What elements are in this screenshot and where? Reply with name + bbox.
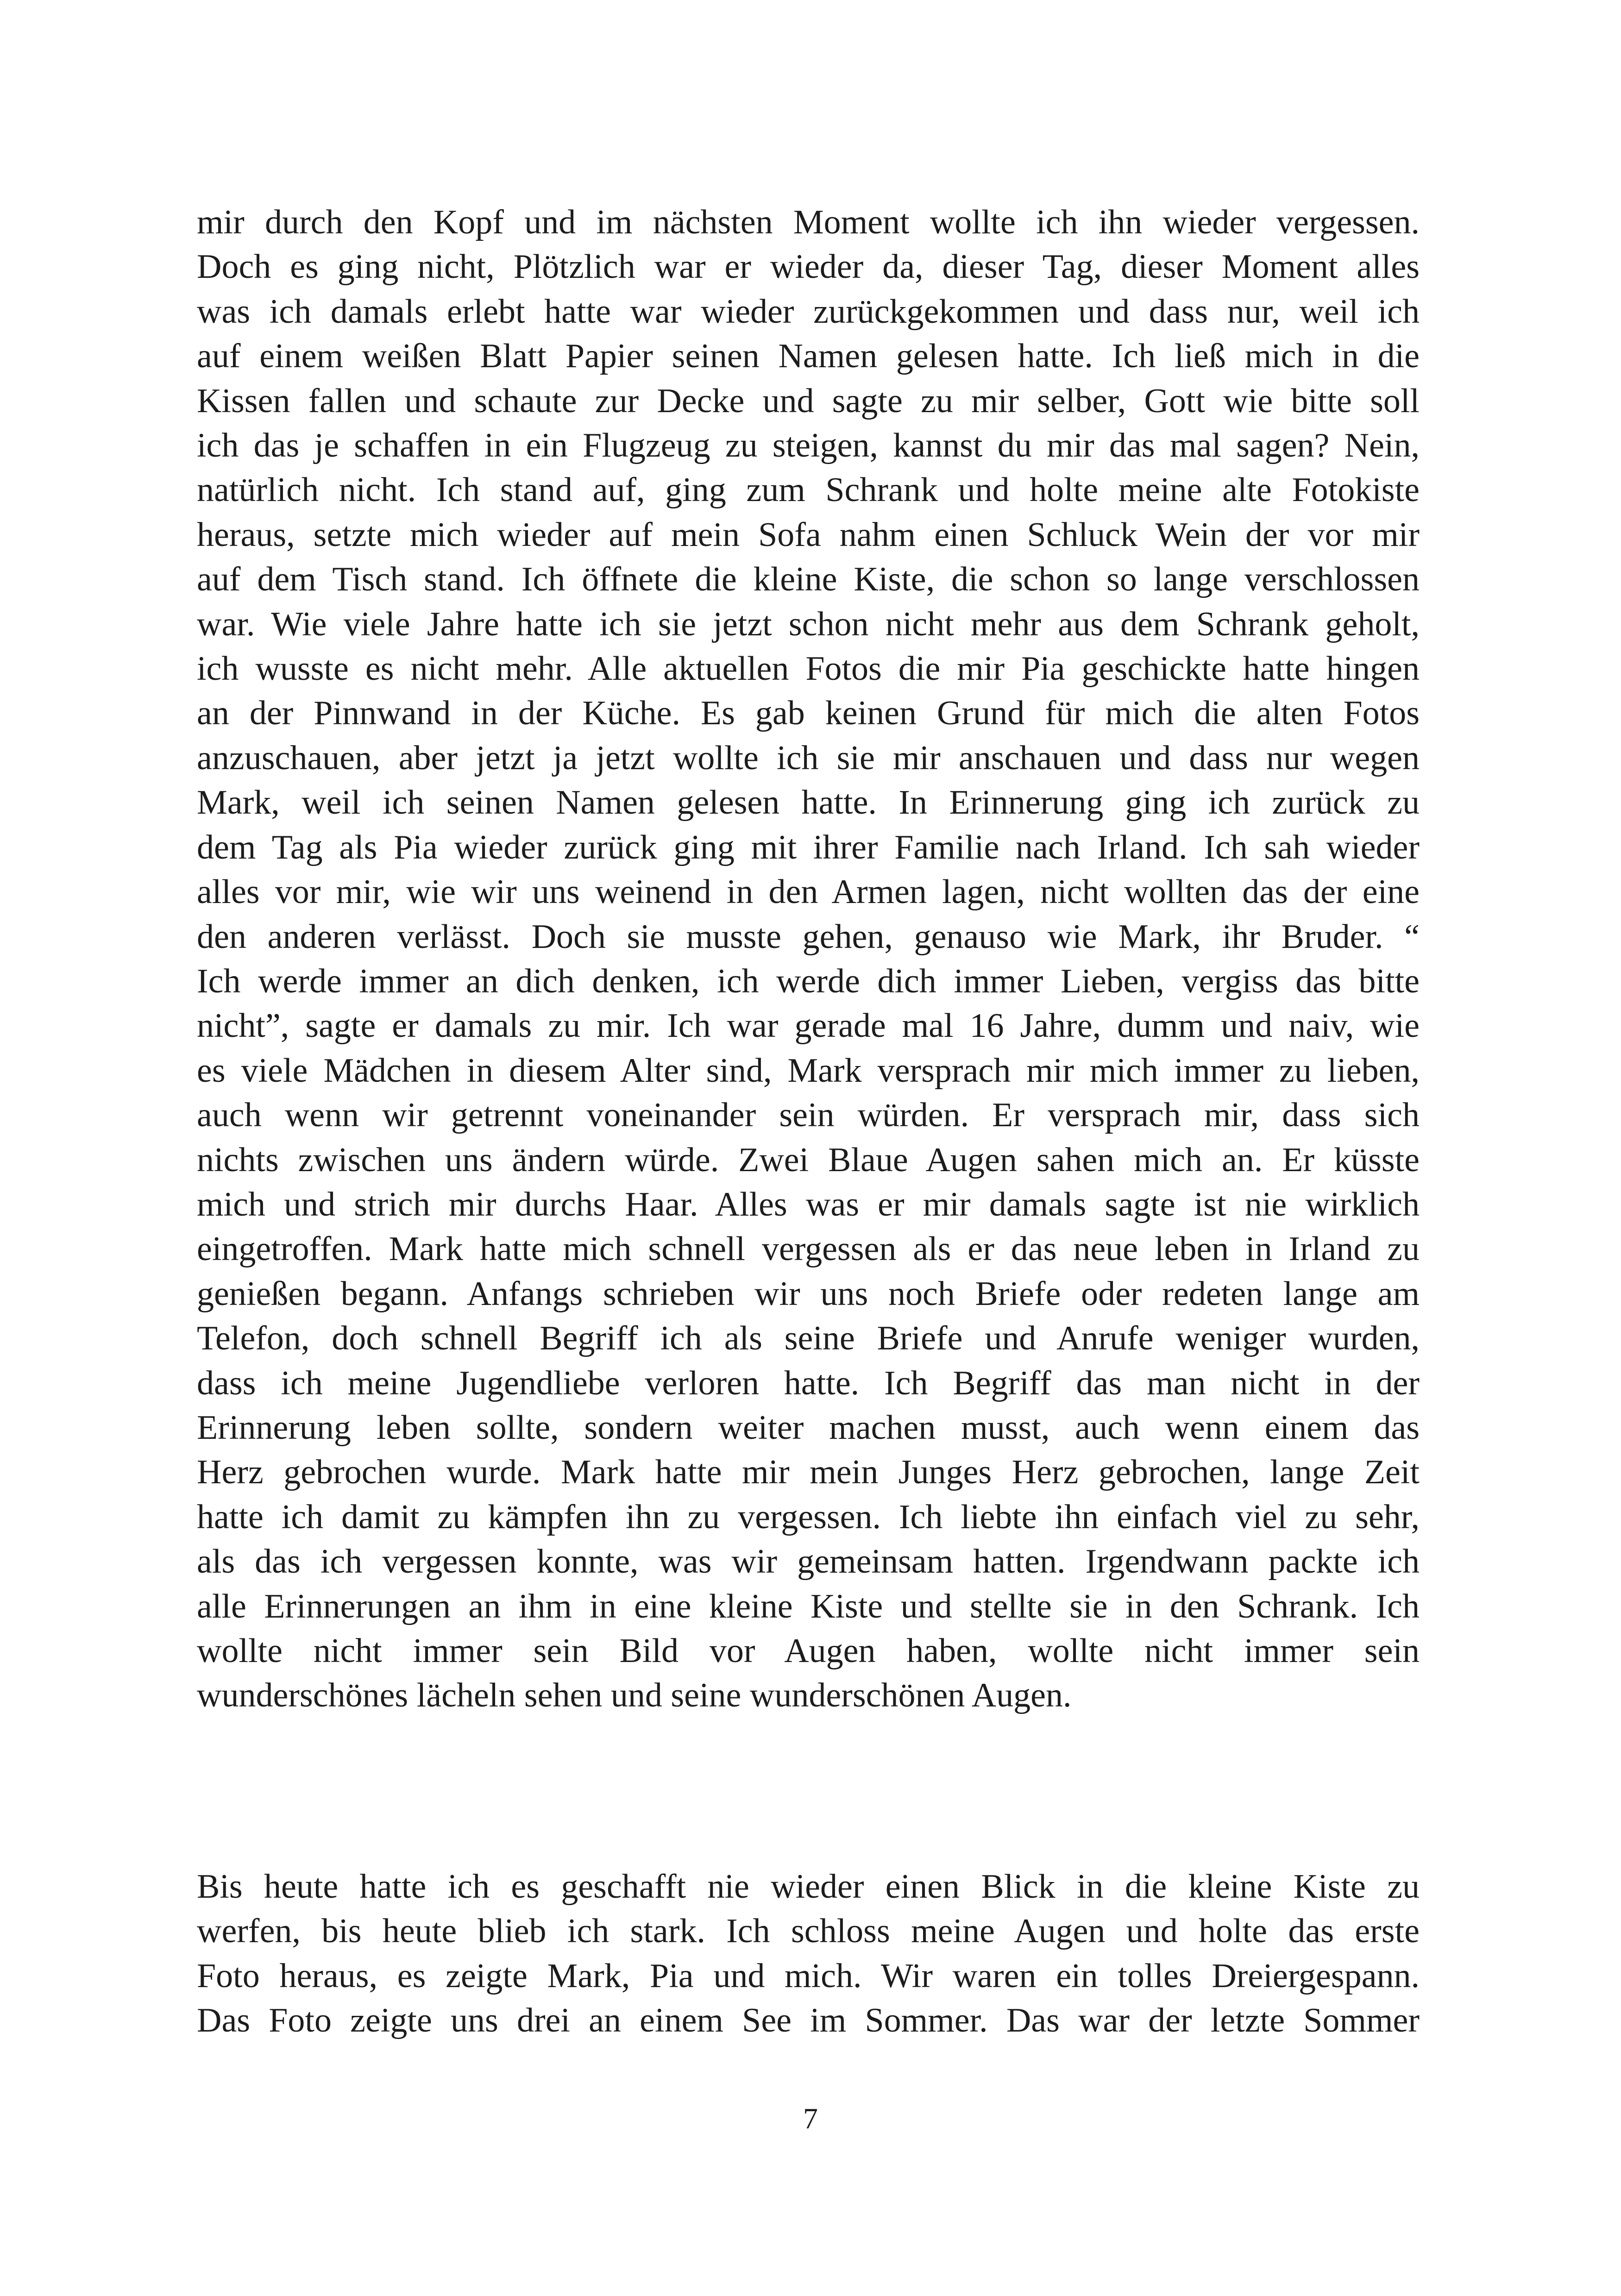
text-line: Erinnerung leben sollte, sondern weiter machen musst, auch wenn einem das [197,1408,1420,1447]
text-line: wunderschönes lächeln sehen und seine wunderschönen Augen. [197,1676,1072,1715]
text-line: es viele Mädchen in diesem Alter sind, Mark versprach mir mich immer zu lieben, [197,1051,1420,1090]
page-number: 7 [803,2102,818,2135]
text-line: den anderen verlässt. Doch sie musste gehen, genauso wie Mark, ihr Bruder. “ [197,917,1420,956]
text-line: ich das je schaffen in ein Flugzeug zu steigen, kannst du mir das mal sagen? Nein, [197,427,1420,465]
text-line: auf dem Tisch stand. Ich öffnete die kleine Kiste, die schon so lange verschlossen [197,560,1420,599]
text-line: mich und strich mir durchs Haar. Alles was er mir damals sagte ist nie wirklich [197,1185,1420,1223]
text-line: dass ich meine Jugendliebe verloren hatte. Ich Begriff das man nicht in der [197,1364,1420,1402]
text-line: eingetroffen. Mark hatte mich schnell vergessen als er das neue leben in Irland zu [197,1230,1420,1268]
text-line: wollte nicht immer sein Bild vor Augen haben, wollte nicht immer sein [197,1632,1420,1670]
paragraph-2 [197,1864,1420,2043]
text-line: Das Foto zeigte uns drei an einem See im Sommer. Das war der letzte Sommer [197,2001,1420,2040]
text-line: nicht”, sagte er damals zu mir. Ich war gerade mal 16 Jahre, dumm und naiv, wie [197,1007,1420,1045]
text-line: war. Wie viele Jahre hatte ich sie jetzt schon nicht mehr aus dem Schrank geholt, [197,605,1420,643]
text-line: natürlich nicht. Ich stand auf, ging zum Schrank und holte meine alte Fotokiste [197,471,1420,509]
text-line: Bis heute hatte ich es geschafft nie wieder einen Blick in die kleine Kiste zu [197,1868,1420,1906]
text-line: anzuschauen, aber jetzt ja jetzt wollte ich sie mir anschauen und dass nur wegen [197,739,1420,777]
text-line: Foto heraus, es zeigte Mark, Pia und mich. Wir waren ein tolles Dreiergespann. [197,1957,1420,1995]
paragraph-1 [197,200,1420,1718]
text-line: genießen begann. Anfangs schrieben wir uns noch Briefe oder redeten lange am [197,1274,1420,1313]
text-line: als das ich vergessen konnte, was wir gemeinsam hatten. Irgendwann packte ich [197,1543,1420,1581]
text-line: auf einem weißen Blatt Papier seinen Namen gelesen hatte. Ich ließ mich in die [197,337,1420,376]
text-line: ich wusste es nicht mehr. Alle aktuellen Fotos die mir Pia geschickte hatte hingen [197,650,1420,688]
text-line: alles vor mir, wie wir uns weinend in den Armen lagen, nicht wollten das der eine [197,873,1420,911]
text-line: Kissen fallen und schaute zur Decke und sagte zu mir selber, Gott wie bitte soll [197,382,1420,420]
text-line: mir durch den Kopf und im nächsten Moment wollte ich ihn wieder vergessen. [197,203,1420,241]
text-line: alle Erinnerungen an ihm in eine kleine Kiste und stellte sie in den Schrank. Ich [197,1587,1420,1625]
text-line: an der Pinnwand in der Küche. Es gab keinen Grund für mich die alten Fotos [197,694,1420,733]
text-line: Ich werde immer an dich denken, ich werde dich immer Lieben, vergiss das bitte [197,962,1420,1000]
text-line: heraus, setzte mich wieder auf mein Sofa nahm einen Schluck Wein der vor mir [197,515,1420,554]
text-line: Mark, weil ich seinen Namen gelesen hatte. In Erinnerung ging ich zurück zu [197,784,1420,822]
text-line: nichts zwischen uns ändern würde. Zwei Blaue Augen sahen mich an. Er küsste [197,1141,1420,1179]
text-line: auch wenn wir getrennt voneinander sein würden. Er versprach mir, dass sich [197,1096,1420,1135]
text-line: hatte ich damit zu kämpfen ihn zu vergessen. Ich liebte ihn einfach viel zu sehr, [197,1498,1420,1536]
text-line: Telefon, doch schnell Begriff ich als seine Briefe und Anrufe weniger wurden, [197,1319,1420,1358]
text-line: Herz gebrochen wurde. Mark hatte mir mein Junges Herz gebrochen, lange Zeit [197,1453,1420,1492]
text-line: Doch es ging nicht, Plötzlich war er wieder da, dieser Tag, dieser Moment alles [197,248,1420,286]
text-line: werfen, bis heute blieb ich stark. Ich schloss meine Augen und holte das erste [197,1912,1420,1951]
text-line: was ich damals erlebt hatte war wieder zurückgekommen und dass nur, weil ich [197,292,1420,331]
text-line: dem Tag als Pia wieder zurück ging mit ihrer Familie nach Irland. Ich sah wieder [197,828,1420,866]
